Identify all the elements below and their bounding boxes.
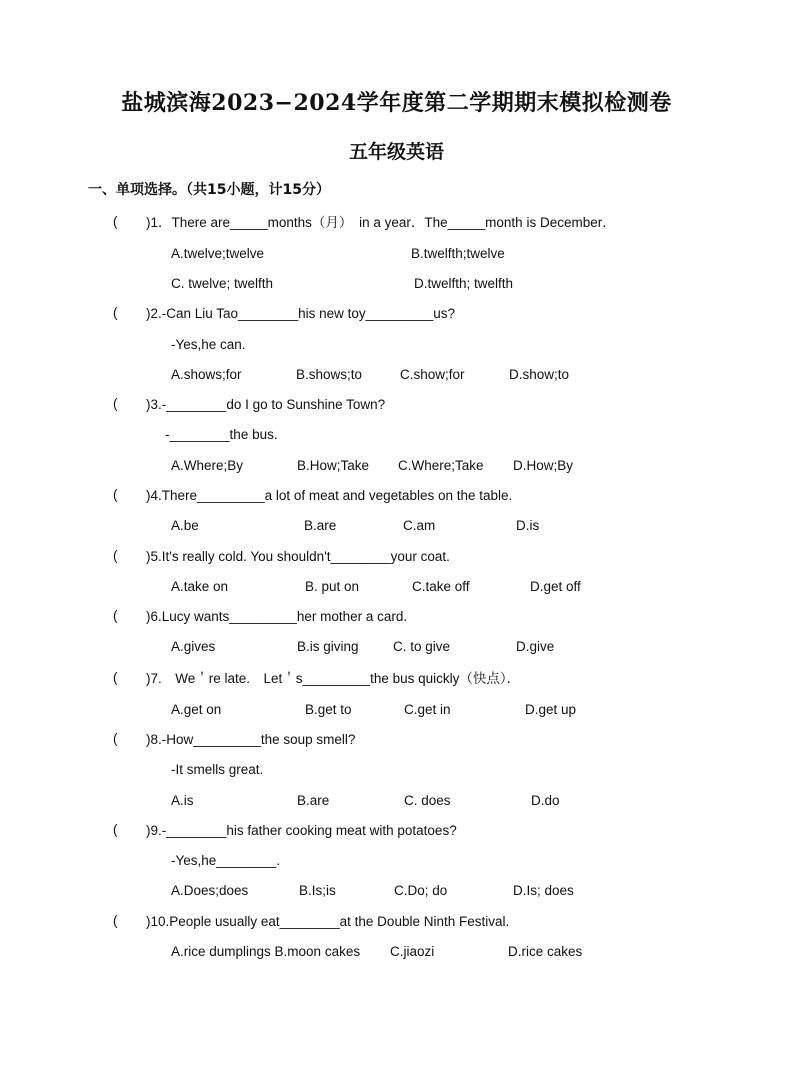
option-c: C. does: [404, 793, 451, 808]
option-b: B.shows;to: [296, 367, 363, 382]
answer-bracket[interactable]: (: [113, 913, 118, 928]
question-reply: -It smells great.: [171, 762, 264, 777]
option-d: D.show;to: [509, 367, 570, 382]
question-stem: )8.-How_________the soup smell?: [146, 732, 356, 747]
option-d: D.Is; does: [513, 883, 574, 898]
option-d: D.give: [516, 639, 555, 654]
option-a: A.shows;for: [171, 367, 242, 382]
option-d: D.is: [516, 518, 540, 533]
answer-bracket[interactable]: (: [113, 670, 118, 685]
option-a: A.gives: [171, 639, 216, 654]
question-stem: )1．There are_____months（月） in a year．The_____month is December．: [146, 215, 616, 230]
answer-bracket[interactable]: (: [113, 608, 118, 623]
answer-bracket[interactable]: (: [113, 822, 118, 837]
option-d: D.twelfth; twelfth: [414, 276, 514, 291]
answer-bracket[interactable]: (: [113, 396, 118, 411]
question-reply: -Yes,he can.: [171, 337, 246, 352]
answer-bracket[interactable]: (: [113, 548, 118, 563]
option-d: D.do: [531, 793, 560, 808]
option-c: C.am: [403, 518, 436, 533]
question-stem: )5.It's really cold. You shouldn't________your coat.: [146, 549, 450, 564]
question-stem: )9.-________his father cooking meat with potatoes?: [146, 823, 457, 838]
question-stem: )2.-Can Liu Tao________his new toy_________us?: [146, 306, 455, 321]
option-c: C.get in: [404, 702, 451, 717]
option-b: B. put on: [305, 579, 360, 594]
answer-bracket[interactable]: (: [113, 305, 118, 320]
question-stem: )10.People usually eat________at the Double Ninth Festival.: [146, 914, 510, 929]
option-a: A.take on: [171, 579, 229, 594]
option-d: D.How;By: [513, 458, 574, 473]
option-b: B.are: [304, 518, 337, 533]
option-c: C.take off: [412, 579, 470, 594]
answer-bracket[interactable]: (: [113, 731, 118, 746]
option-c: C. twelve; twelfth: [171, 276, 274, 291]
option-c: C.jiaozi: [390, 944, 435, 959]
option-c: C. to give: [393, 639, 451, 654]
answer-bracket[interactable]: (: [113, 487, 118, 502]
option-b: B.get to: [305, 702, 352, 717]
option-b: B.twelfth;twelve: [411, 246, 505, 261]
option-a: A.get on: [171, 702, 222, 717]
option-ab: A.rice dumplings B.moon cakes: [171, 944, 361, 959]
option-d: D.get off: [530, 579, 581, 594]
answer-bracket[interactable]: (: [113, 214, 118, 229]
question-stem: )7. We＇re late. Let＇s_________the bus quickly（快点）．: [146, 671, 521, 686]
question-stem: )4.There_________a lot of meat and vegetables on the table.: [146, 488, 513, 503]
question-reply: -________the bus.: [165, 427, 278, 442]
option-b: B.is giving: [297, 639, 359, 654]
question-stem: )3.-________do I go to Sunshine Town?: [146, 397, 386, 412]
option-d: D.rice cakes: [508, 944, 583, 959]
question-reply: -Yes,he________.: [171, 853, 281, 868]
option-b: B.Is;is: [299, 883, 336, 898]
option-a: A.twelve;twelve: [171, 246, 265, 261]
section-heading: 一、单项选择。（共15小题，计15分）: [88, 182, 330, 198]
option-a: A.is: [171, 793, 194, 808]
page-title: 盐城滨海2023−2024学年度第二学期期末模拟检测卷: [121, 90, 672, 116]
page-subtitle: 五年级英语: [348, 141, 444, 163]
option-d: D.get up: [525, 702, 577, 717]
option-c: C.Where;Take: [398, 458, 484, 473]
option-b: B.are: [297, 793, 330, 808]
option-a: A.Does;does: [171, 883, 249, 898]
option-b: B.How;Take: [297, 458, 370, 473]
option-a: A.be: [171, 518, 199, 533]
question-stem: )6.Lucy wants_________her mother a card.: [146, 609, 408, 624]
option-c: C.show;for: [400, 367, 465, 382]
option-c: C.Do; do: [394, 883, 448, 898]
option-a: A.Where;By: [171, 458, 244, 473]
